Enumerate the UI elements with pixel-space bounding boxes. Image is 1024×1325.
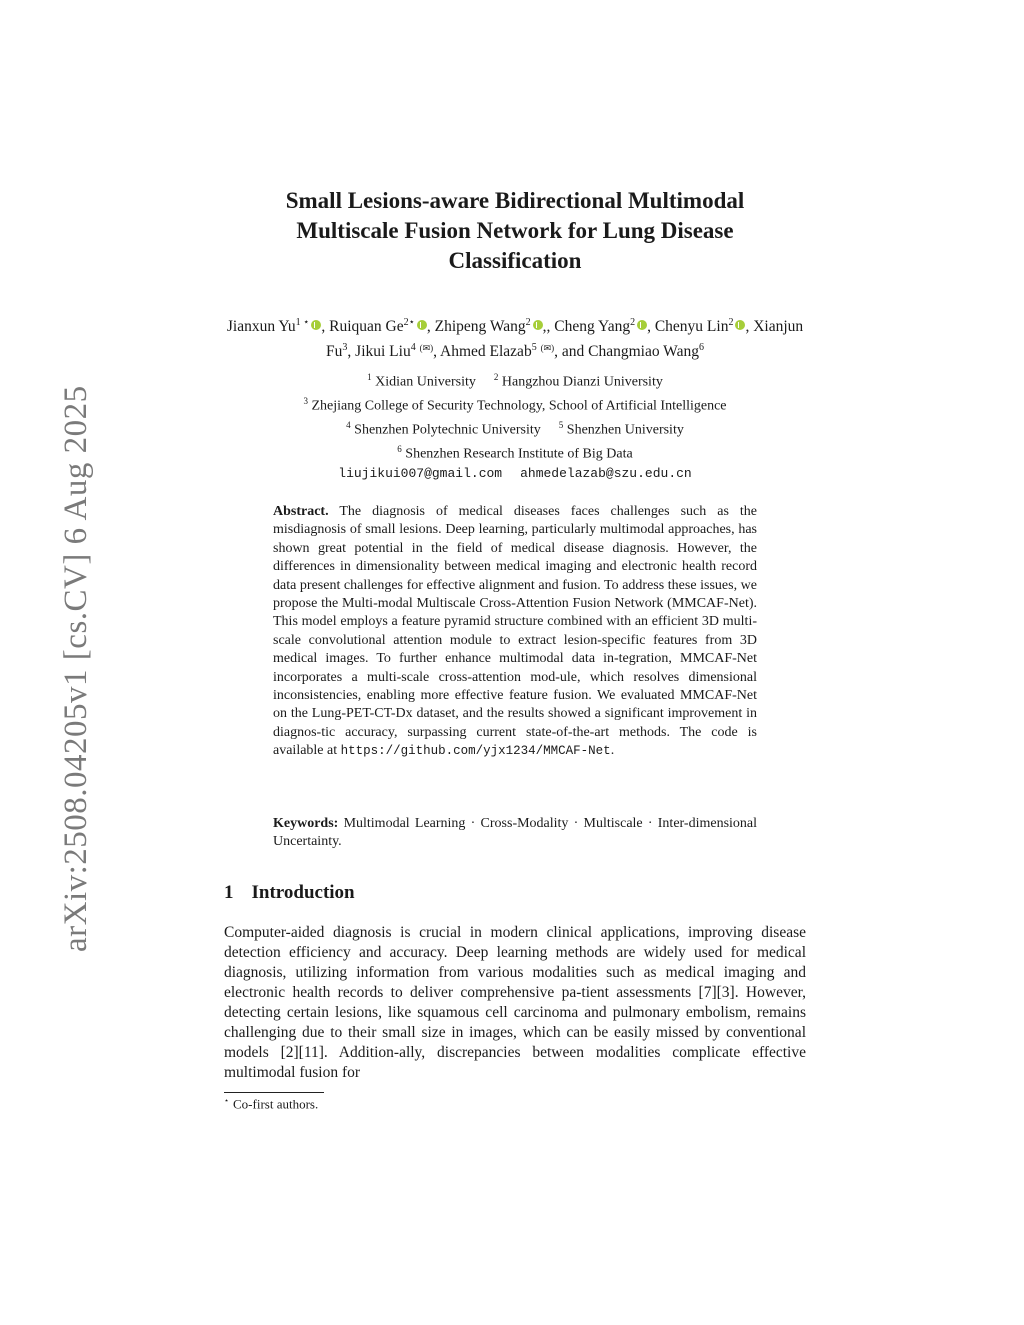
author-superscript: 4 <box>410 342 416 354</box>
abstract-label: Abstract. <box>273 504 329 519</box>
affiliation-line <box>224 440 806 464</box>
affiliation-mark: 3 <box>303 396 308 407</box>
paper-title <box>224 186 806 276</box>
code-url-link[interactable]: https://github.com/yjx1234/MMCAF-Net <box>340 744 611 759</box>
affiliation-mark: 5 <box>558 420 564 431</box>
email-line <box>224 465 806 484</box>
affiliation: Shenzhen Research Institute of Big Data <box>405 447 633 463</box>
footnote <box>224 1096 318 1112</box>
envelope-icon: (✉) <box>540 343 555 354</box>
section-title: Introduction <box>251 882 355 903</box>
section-heading <box>224 882 355 904</box>
keywords-text: Multimodal Learning · Cross-Modality · Multiscale · Inter-dimensional Uncertainty. <box>273 816 758 850</box>
orcid-icon[interactable] <box>311 320 321 330</box>
footnote-text: Co-first authors. <box>233 1096 319 1112</box>
abstract-end: . <box>610 743 615 759</box>
author-name: , and Changmiao Wang <box>554 343 699 361</box>
affiliations <box>224 368 806 483</box>
email-link[interactable]: ahmedelazab@szu.edu.cn <box>520 465 692 481</box>
author-superscript: 1 ⋆ <box>295 317 310 328</box>
affiliation-line <box>224 416 806 440</box>
author-name: , Ruiquan Ge <box>321 318 404 336</box>
author-superscript: 3 <box>342 342 348 354</box>
orcid-icon[interactable] <box>637 320 647 330</box>
footnote-mark: ⋆ <box>224 1096 230 1105</box>
footnote-rule <box>224 1092 324 1093</box>
abstract <box>273 503 757 761</box>
affiliation: Shenzhen Polytechnic University <box>354 422 541 438</box>
author-superscript: 2⋆ <box>403 317 415 328</box>
email-link[interactable]: liujikui007@gmail.com <box>338 465 503 481</box>
affiliation-line <box>224 368 806 392</box>
title-line: Small Lesions-aware Bidirectional Multimodal <box>285 188 745 213</box>
author-superscript: 6 <box>698 342 704 354</box>
author-superscript: 2 <box>630 317 636 328</box>
orcid-icon[interactable] <box>735 320 745 330</box>
title-line: Classification <box>448 248 582 273</box>
introduction-paragraph: Computer-aided diagnosis is crucial in modern clinical applications, improving disease detection efficiency and accuracy. Deep learning methods are widely used for medical diagnosis, utilizing information from various modalities such as medical imaging and electronic health records to deliver comprehensive pa-tient assessments [7][3]. However, detecting certain lesions, like squamous cell carcinoma and pulmonary embolism, remains challenging due to their small size in images, which can be easily missed by conventional models [2][11]. Addition-ally, discrepancies between modalities complicate effective multimodal fusion for <box>224 924 806 1081</box>
affiliation: Hangzhou Dianzi University <box>501 374 663 390</box>
keywords-label: Keywords: <box>273 816 339 831</box>
affiliation-mark: 6 <box>397 444 402 455</box>
author-superscript: 2 <box>525 317 531 328</box>
author-name: , Zhipeng Wang <box>426 318 526 336</box>
affiliation-mark: 1 <box>367 372 372 382</box>
abstract-text: The diagnosis of medical diseases faces challenges such as the misdiagnosis of small lesions. Deep learning, particularly multimodal approaches, has shown great potential in the field of medical disease diagnosis. However, the differences in dimensionality between medical imaging and electronic health record data present challenges for effective alignment and fusion. To address these issues, we propose the Multi-modal Multiscale Cross-Attention Fusion Network (MMCAF-Net). This model employs a feature pyramid structure combined with an efficient 3D multi-scale convolutional attention module to extract lesion-specific features from 3D medical images. To further enhance multimodal data in-tegration, MMCAF-Net incorporates a multi-scale cross-attention mod-ule, which resolves dimensional inconsistencies, enabling more effective feature fusion. We evaluated MMCAF-Net on the Lung-PET-CT-Dx dataset, and the results showed a significant improvement in diagnos-tic accuracy, surpassing current state-of-the-art methods. The code is available at <box>273 504 757 759</box>
affiliation-line <box>224 392 806 416</box>
orcid-icon[interactable] <box>417 320 427 330</box>
affiliation-mark: 4 <box>346 420 351 431</box>
author-name: , Xianjun Fu <box>326 318 804 361</box>
author-name: Jianxun Yu <box>226 318 296 336</box>
author-superscript: 2 <box>728 317 734 328</box>
author-list <box>220 312 810 362</box>
title-line: Multiscale Fusion Network for Lung Disease <box>296 218 734 243</box>
author-name: ,, Cheng Yang <box>542 318 631 336</box>
section-number: 1 <box>224 882 234 903</box>
orcid-icon[interactable] <box>533 320 543 330</box>
affiliation-mark: 2 <box>493 372 499 382</box>
affiliation: Xidian University <box>375 374 476 390</box>
keywords <box>273 815 757 852</box>
author-name: , Jikui Liu <box>347 343 411 361</box>
affiliation: Zhejiang College of Security Technology, School of Artificial Intelligence <box>311 398 727 414</box>
author-name: , Chenyu Lin <box>647 318 729 336</box>
envelope-icon: (✉) <box>419 343 434 354</box>
author-superscript: 5 <box>531 342 537 354</box>
author-name: , Ahmed Elazab <box>433 343 532 361</box>
arxiv-identifier-stamp: arXiv:2508.04205v1 [cs.CV] 6 Aug 2025 <box>58 385 94 952</box>
affiliation: Shenzhen University <box>566 422 684 438</box>
